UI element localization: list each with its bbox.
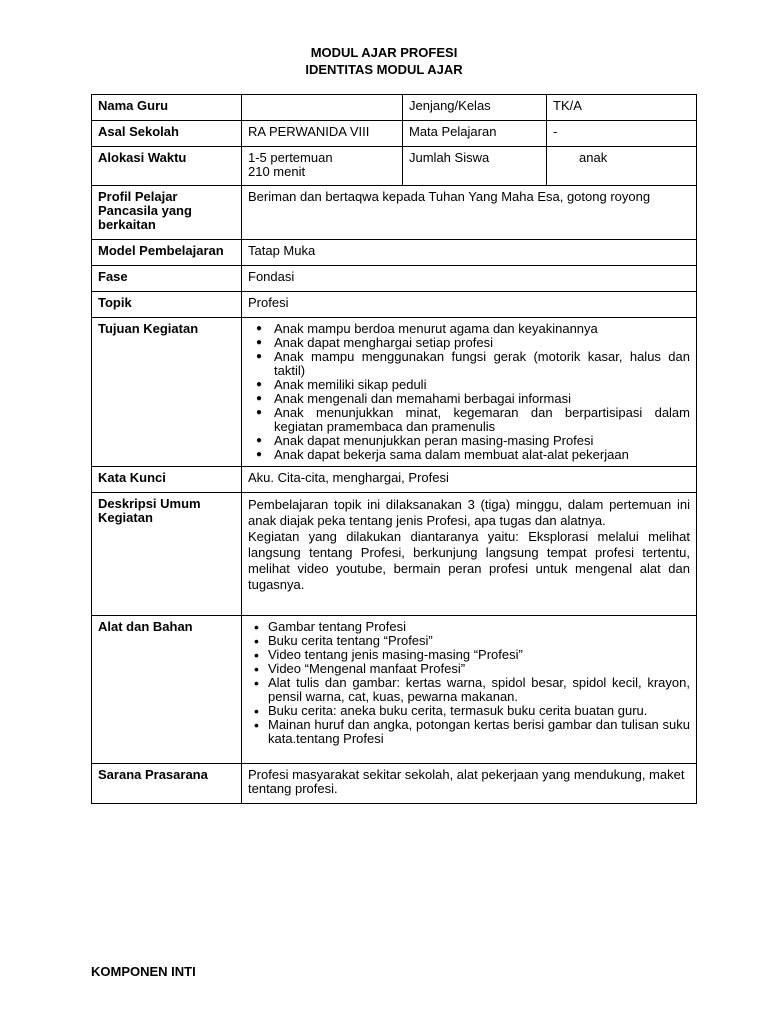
list-item: ● Anak dapat menunjukkan peran masing-masing Profesi xyxy=(248,434,690,448)
label-deskripsi: Deskripsi Umum Kegiatan xyxy=(92,493,242,616)
row-asal-sekolah xyxy=(92,121,697,147)
row-fase xyxy=(92,266,697,292)
row-kata-kunci xyxy=(92,467,697,493)
list-item: ● Anak mengenali dan memahami berbagai informasi xyxy=(248,392,690,406)
row-deskripsi xyxy=(92,493,697,616)
value-profil: Beriman dan bertaqwa kepada Tuhan Yang Maha Esa, gotong royong xyxy=(242,186,697,240)
list-item: • Video “Mengenal manfaat Profesi” xyxy=(248,662,690,676)
deskripsi-paragraph-2: Kegiatan yang dilakukan diantaranya yaitu: Eksplorasi melalui melihat langsung tentang Profesi, berkunjung langsung tempat profesi tertentu, melihat video youtube, bermain peran profesi untuk mengenal alat dan tugasnya. xyxy=(248,529,690,592)
document-title: MODUL AJAR PROFESI xyxy=(310,45,458,60)
list-item: • Alat tulis dan gambar: kertas warna, spidol besar, spidol kecil, krayon, pensil warna, cat, kuas, pewarna makanan. xyxy=(248,676,690,704)
list-item: • Mainan huruf dan angka, potongan kertas berisi gambar dan tulisan suku kata.tentang Profesi xyxy=(248,718,690,746)
value-alokasi-waktu xyxy=(242,147,403,186)
label-topik: Topik xyxy=(92,292,242,318)
value-tujuan xyxy=(242,318,697,467)
list-item: • Gambar tentang Profesi xyxy=(248,620,690,634)
label-mata-pelajaran: Mata Pelajaran xyxy=(403,121,547,147)
label-fase: Fase xyxy=(92,266,242,292)
value-menit: 210 menit xyxy=(248,164,306,179)
label-profil: Profil Pelajar Pancasila yang berkaitan xyxy=(92,186,242,240)
row-model xyxy=(92,240,697,266)
row-alat-bahan xyxy=(92,616,697,764)
row-alokasi-waktu xyxy=(92,147,697,186)
value-deskripsi xyxy=(242,493,697,616)
value-fase: Fondasi xyxy=(242,266,697,292)
value-mata-pelajaran: - xyxy=(547,121,697,147)
list-item: ● Anak dapat menghargai setiap profesi xyxy=(248,336,690,350)
row-nama-guru xyxy=(92,95,697,121)
list-item: ● Anak dapat bekerja sama dalam membuat alat-alat pekerjaan xyxy=(248,448,690,462)
list-item: ● Anak mampu menggunakan fungsi gerak (motorik kasar, halus dan taktil) xyxy=(248,350,690,378)
label-jenjang-kelas: Jenjang/Kelas xyxy=(403,95,547,121)
label-kata-kunci: Kata Kunci xyxy=(92,467,242,493)
value-jumlah-siswa-text: anak xyxy=(579,150,608,165)
label-alat-bahan: Alat dan Bahan xyxy=(92,616,242,764)
document-subtitle: IDENTITAS MODUL AJAR xyxy=(305,62,463,77)
label-asal-sekolah: Asal Sekolah xyxy=(92,121,242,147)
document-header xyxy=(0,44,768,78)
value-topik: Profesi xyxy=(242,292,697,318)
value-model: Tatap Muka xyxy=(242,240,697,266)
identity-table xyxy=(91,94,697,804)
list-item: • Video tentang jenis masing-masing “Profesi” xyxy=(248,648,690,662)
value-alat-bahan xyxy=(242,616,697,764)
value-asal-sekolah: RA PERWANIDA VIII xyxy=(242,121,403,147)
list-item: ● Anak memiliki sikap peduli xyxy=(248,378,690,392)
list-item: ● Anak menunjukkan minat, kegemaran dan berpartisipasi dalam kegiatan pramembaca dan pramenulis xyxy=(248,406,690,434)
label-model: Model Pembelajaran xyxy=(92,240,242,266)
deskripsi-paragraph-1: Pembelajaran topik ini dilaksanakan 3 (tiga) minggu, dalam pertemuan ini anak diajak peka tentang jenis Profesi, apa tugas dan alatnya. xyxy=(248,497,690,528)
value-pertemuan: 1-5 pertemuan xyxy=(248,150,333,165)
row-profil xyxy=(92,186,697,240)
label-sarana: Sarana Prasarana xyxy=(92,764,242,804)
list-item: ● Anak mampu berdoa menurut agama dan keyakinannya xyxy=(248,322,690,336)
row-topik xyxy=(92,292,697,318)
list-item: • Buku cerita tentang “Profesi” xyxy=(248,634,690,648)
label-alokasi-waktu: Alokasi Waktu xyxy=(92,147,242,186)
value-jenjang-kelas: TK/A xyxy=(547,95,697,121)
alat-bahan-list xyxy=(248,620,690,746)
row-tujuan xyxy=(92,318,697,467)
label-jumlah-siswa: Jumlah Siswa xyxy=(403,147,547,186)
row-sarana xyxy=(92,764,697,804)
value-kata-kunci: Aku. Cita-cita, menghargai, Profesi xyxy=(242,467,697,493)
tujuan-list xyxy=(248,322,690,462)
value-sarana: Profesi masyarakat sekitar sekolah, alat pekerjaan yang mendukung, maket tentang profesi. xyxy=(242,764,697,804)
label-tujuan: Tujuan Kegiatan xyxy=(92,318,242,467)
value-jumlah-siswa xyxy=(547,147,697,186)
section-heading-komponen-inti: KOMPONEN INTI xyxy=(91,964,196,979)
label-nama-guru: Nama Guru xyxy=(92,95,242,121)
list-item: • Buku cerita: aneka buku cerita, termasuk buku cerita buatan guru. xyxy=(248,704,690,718)
value-nama-guru xyxy=(242,95,403,121)
